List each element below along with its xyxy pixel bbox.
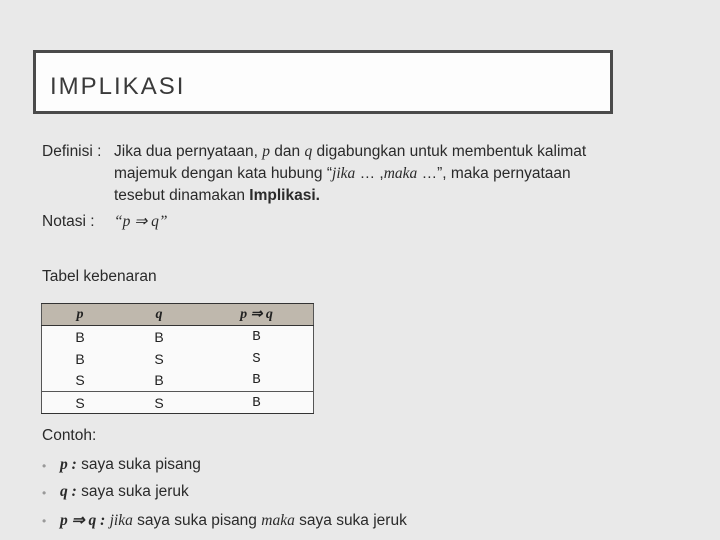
definisi-text: tesebut dinamakan bbox=[114, 187, 245, 204]
definisi-line-3 bbox=[114, 187, 320, 205]
contoh-text: saya suka jeruk bbox=[299, 512, 407, 529]
header-q: q bbox=[118, 304, 200, 326]
table-cell: S bbox=[42, 370, 119, 392]
bullet-icon: • bbox=[42, 514, 47, 528]
table-row bbox=[42, 348, 314, 370]
tabel-label: Tabel kebenaran bbox=[42, 268, 157, 285]
definisi-text: digabungkan untuk membentuk kalimat bbox=[316, 143, 587, 160]
contoh-label: Contoh: bbox=[42, 427, 97, 444]
definisi-text: majemuk dengan kata hubung “ bbox=[114, 165, 333, 182]
notasi-label: Notasi : bbox=[42, 213, 95, 230]
table-cell: B bbox=[154, 328, 164, 345]
contoh-var: q : bbox=[60, 483, 77, 500]
definisi-text: Jika dua pernyataan, bbox=[114, 143, 258, 160]
var-q: q bbox=[304, 143, 313, 160]
contoh-text: saya suka pisang bbox=[81, 456, 201, 473]
contoh-var: p ⇒ q : bbox=[60, 512, 106, 529]
contoh-item-1 bbox=[60, 456, 201, 474]
contoh-text: saya suka jeruk bbox=[81, 483, 189, 500]
bullet-icon: • bbox=[42, 486, 47, 500]
definisi-line-1 bbox=[114, 143, 586, 161]
bullet-icon: • bbox=[42, 459, 47, 473]
table-cell: B bbox=[200, 392, 314, 414]
definisi-text: dan bbox=[274, 143, 301, 160]
definisi-label: Definisi : bbox=[42, 143, 102, 160]
table-cell: S bbox=[42, 392, 119, 414]
keyword-implikasi: Implikasi. bbox=[249, 187, 320, 204]
var-p: p bbox=[262, 143, 270, 160]
slide-title: IMPLIKASI bbox=[50, 73, 186, 100]
table-cell: S bbox=[154, 350, 164, 367]
table-cell: B bbox=[75, 350, 85, 367]
contoh-var: p : bbox=[60, 456, 77, 473]
contoh-item-2 bbox=[60, 483, 189, 501]
keyword-jika: jika bbox=[109, 512, 133, 529]
definisi-text: … , bbox=[359, 165, 384, 182]
definisi-line-2 bbox=[114, 165, 571, 183]
notasi-formula: “p ⇒ q” bbox=[114, 213, 168, 230]
table-cell: B bbox=[252, 328, 261, 345]
keyword-maka: maka bbox=[383, 165, 418, 182]
definisi-text: …”, maka pernyataan bbox=[421, 165, 571, 182]
table-cell: S bbox=[118, 392, 200, 414]
table-row bbox=[42, 392, 314, 414]
truth-table bbox=[41, 303, 314, 414]
table-cell: S bbox=[252, 350, 261, 367]
header-implikasi: p ⇒ q bbox=[200, 304, 314, 326]
keyword-maka: maka bbox=[261, 512, 295, 529]
header-p: p bbox=[42, 304, 119, 326]
contoh-text: saya suka pisang bbox=[137, 512, 257, 529]
table-cell: B bbox=[118, 370, 200, 392]
table-cell: B bbox=[200, 370, 314, 392]
table-row bbox=[42, 326, 314, 348]
keyword-jika: jika bbox=[332, 165, 356, 182]
table-cell: B bbox=[75, 328, 85, 345]
contoh-item-3 bbox=[60, 511, 407, 530]
table-header-row bbox=[42, 304, 314, 326]
table-row bbox=[42, 370, 314, 392]
